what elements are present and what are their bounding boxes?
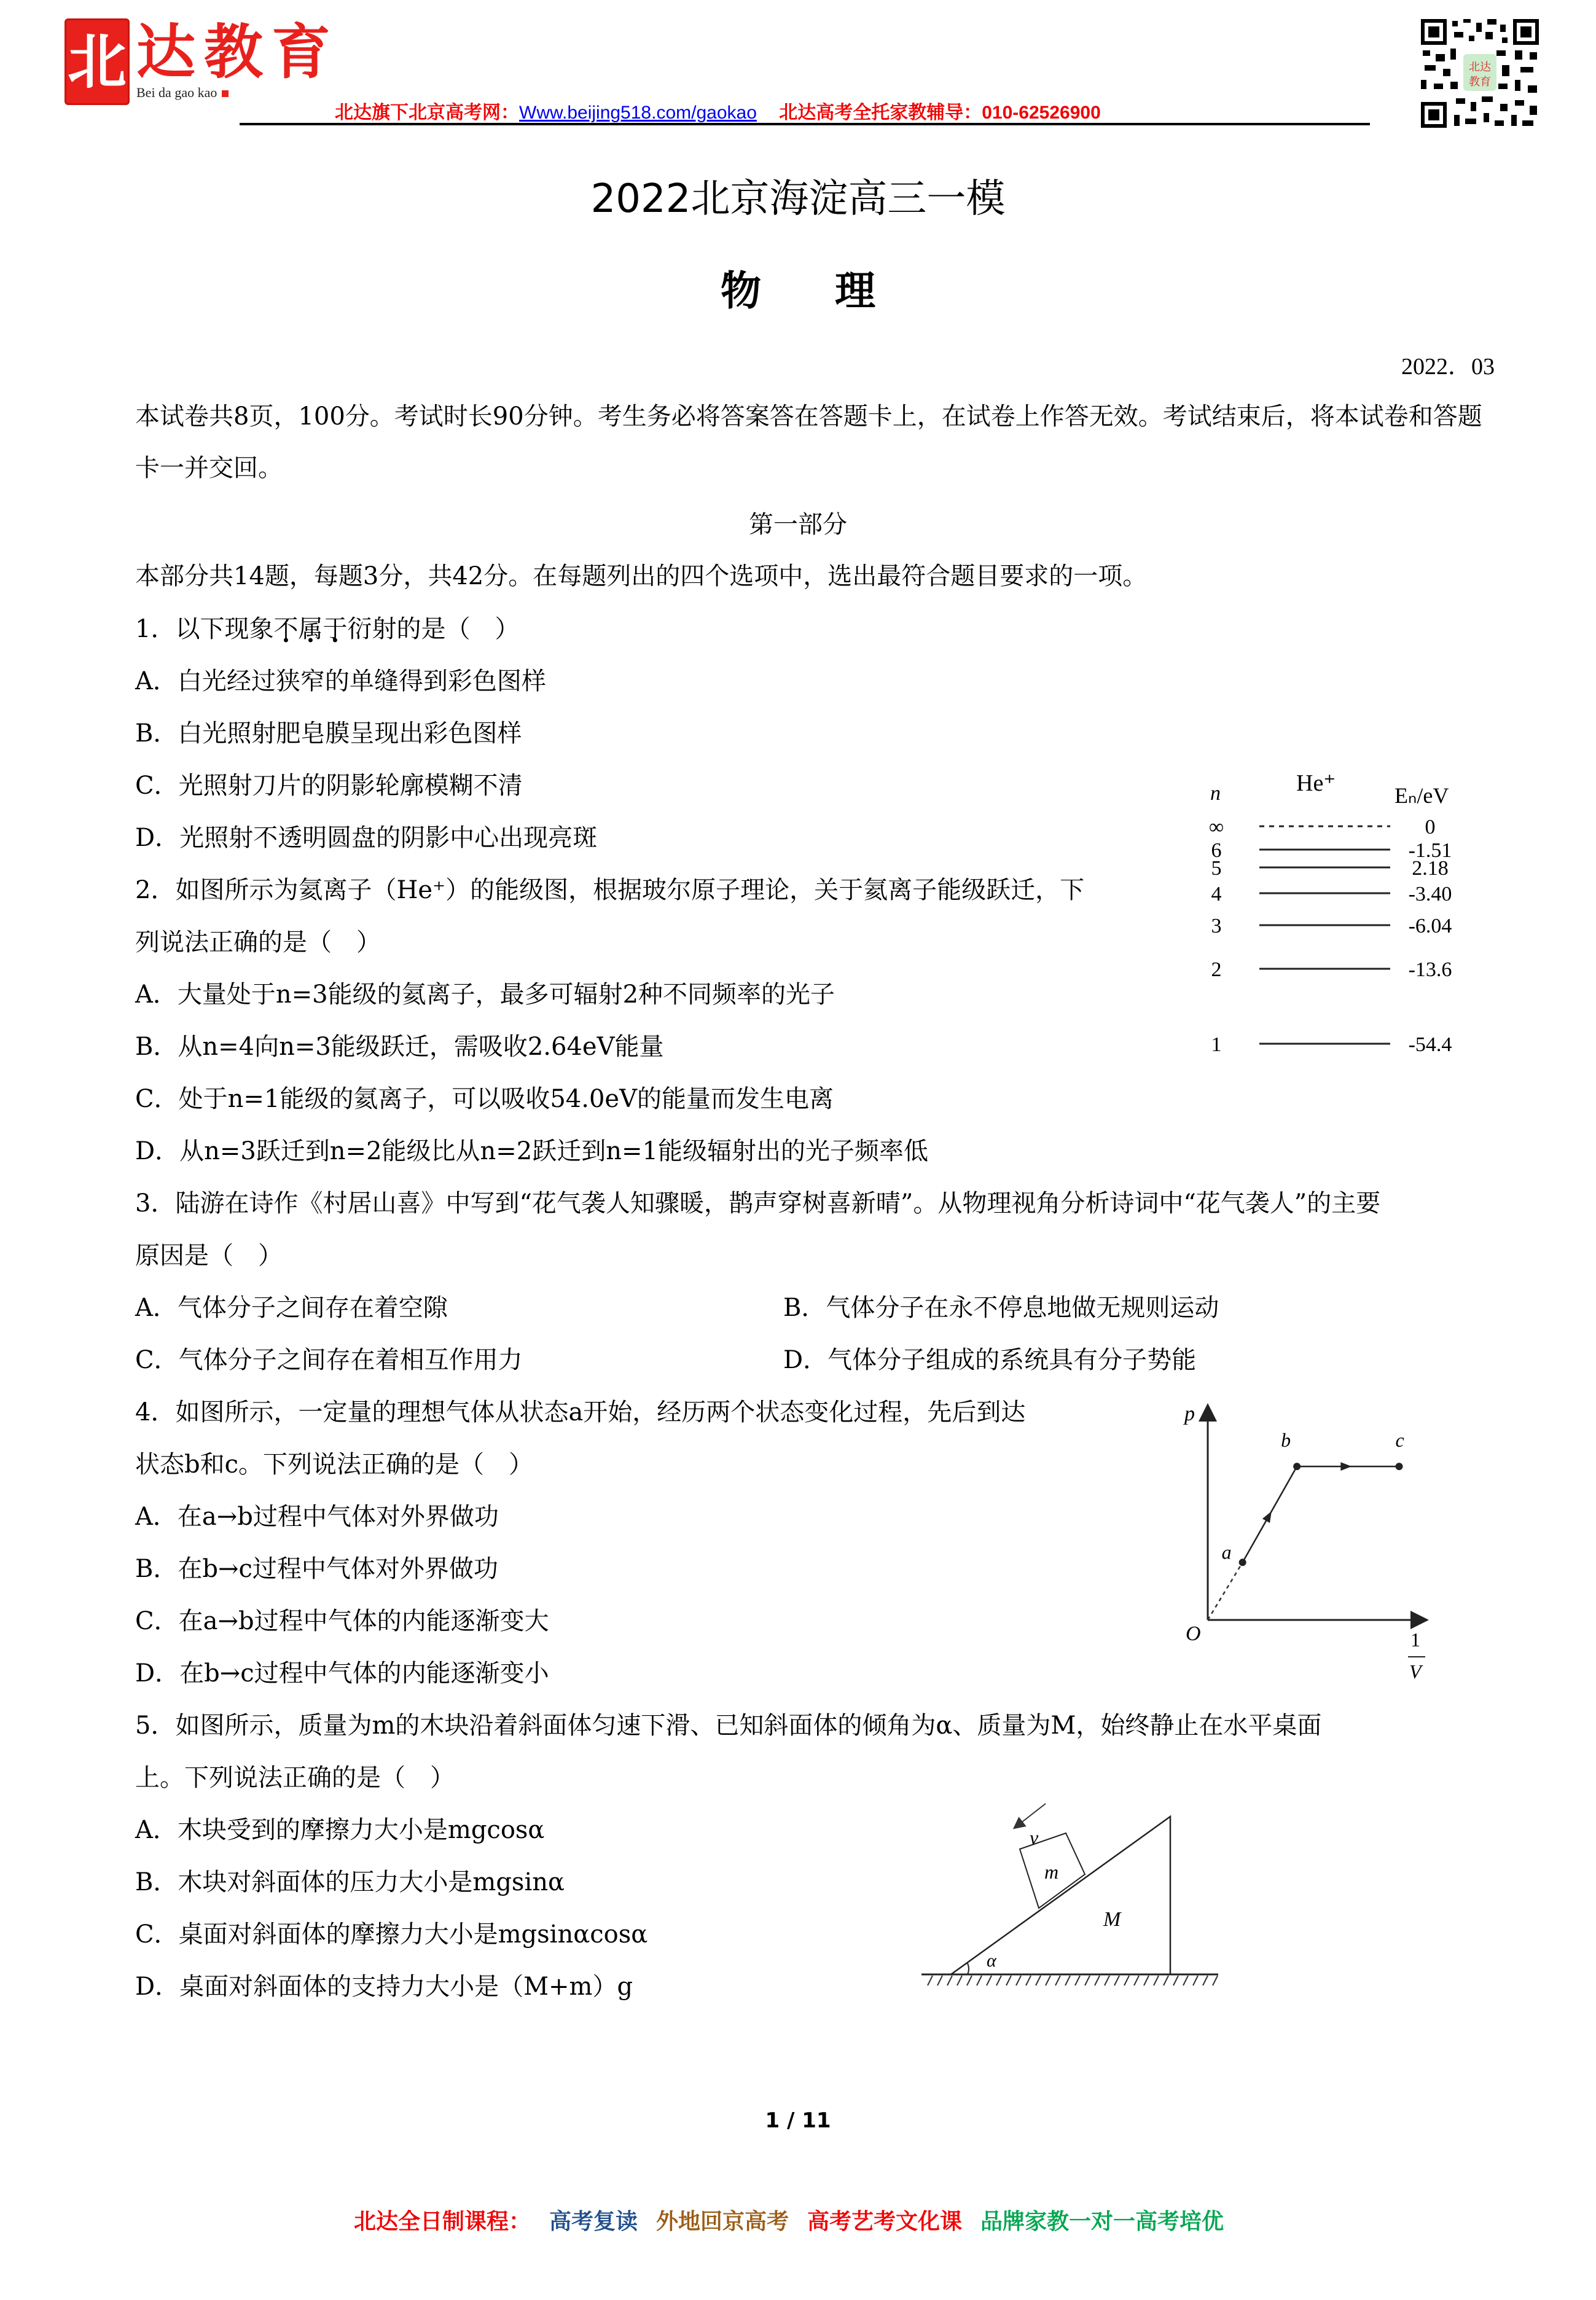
question-number: 3．: [135, 1189, 176, 1218]
exam-date: 2022．03: [1401, 354, 1495, 380]
hatch-mark: [1026, 1976, 1031, 1985]
hatch-mark: [1105, 1976, 1109, 1985]
hatch-mark: [977, 1976, 982, 1985]
state-point-b: [1293, 1463, 1301, 1470]
hatch-mark: [967, 1976, 972, 1985]
footer-ad-return[interactable]: 外地回京高考: [655, 2209, 789, 2234]
footer-ad-tutoring[interactable]: 品牌家教一对一高考培优: [980, 2209, 1224, 2234]
level-energy-value: -54.4: [1408, 1033, 1452, 1056]
level-n-label: 4: [1211, 883, 1222, 906]
incline-diagram: [909, 1794, 1308, 2003]
stem-text: 陆游在诗作《村居山喜》中写到“花气袭人知骤暖，鹊声穿树喜新晴”。从物理视角分析诗词中“花气袭人”的主要: [175, 1189, 1381, 1218]
level-energy-value: -13.6: [1408, 958, 1452, 981]
stem-text: 衍射的是（ ）: [347, 615, 520, 643]
qr-code-icon[interactable]: [1419, 17, 1541, 130]
part-title: 第一部分: [749, 510, 847, 539]
level-n-label: ∞: [1208, 816, 1224, 839]
hatch-mark: [1036, 1976, 1041, 1985]
angle-label: α: [987, 1950, 996, 1971]
question-number: 2．: [135, 876, 176, 904]
hatch-mark: [1046, 1976, 1050, 1985]
stem-text: 如图所示，质量为m的木块沿着斜面体匀速下滑、已知斜面体的倾角为α、质量为M，始终静止在水平桌面: [175, 1711, 1322, 1740]
stem-text: 以下现象: [175, 615, 274, 643]
stem-text: 如图所示为氦离子（He⁺）的能级图，根据玻尔原子理论，关于氦离子能级跃迁，下: [175, 876, 1085, 904]
logo-text: 达教育: [136, 17, 339, 87]
hatch-mark: [928, 1976, 933, 1985]
question-2-option-b[interactable]: B．从n=4向n=3能级跃迁，需吸收2.64eV能量: [135, 1033, 664, 1061]
exam-subject: 物理: [721, 267, 949, 315]
state-label-b: b: [1281, 1429, 1291, 1452]
y-axis-label: p: [1184, 1402, 1195, 1425]
level-n-label: 3: [1211, 915, 1222, 937]
question-5-option-b[interactable]: B．木块对斜面体的压力大小是mgsinα: [135, 1868, 565, 1896]
question-5-option-d[interactable]: D．桌面对斜面体的支持力大小是（M+m）g: [135, 1973, 633, 2001]
logo-square-icon: [222, 90, 229, 97]
exam-title: 2022北京海淀高三一模: [590, 176, 1006, 222]
question-3-option-d[interactable]: D．气体分子组成的系统具有分子势能: [783, 1346, 1197, 1374]
hatch-mark: [1075, 1976, 1080, 1985]
emphasized-text: 不属于: [273, 615, 348, 643]
tutor-phone: 010-62526900: [982, 103, 1101, 123]
question-5-stem-line1: [135, 1706, 1321, 1741]
incline-label: M: [1103, 1908, 1121, 1931]
question-5-option-c[interactable]: C．桌面对斜面体的摩擦力大小是mgsinαcosα: [135, 1920, 648, 1949]
level-n-label: 2: [1211, 958, 1222, 981]
hatch-mark: [987, 1976, 992, 1985]
hatch-mark: [1124, 1976, 1129, 1985]
x-axis-label-denominator: V: [1409, 1660, 1422, 1683]
question-number: 1．: [135, 615, 176, 643]
n-axis-label: n: [1210, 782, 1221, 805]
hatch-mark: [1164, 1976, 1168, 1985]
svg-text:教育: 教育: [1469, 76, 1491, 88]
header-banner: [335, 97, 1101, 124]
level-energy-value: -6.04: [1408, 915, 1452, 937]
tutor-label: 北达高考全托家教辅导：: [779, 103, 982, 123]
level-energy-value: -1.51: [1408, 839, 1452, 862]
svg-text:北达: 北达: [1469, 61, 1491, 73]
question-1-option-b[interactable]: B．白光照射肥皂膜呈现出彩色图样: [135, 719, 522, 748]
state-label-a: a: [1221, 1541, 1232, 1563]
extension-dashed-line: [1208, 1562, 1243, 1620]
state-label-c: c: [1395, 1429, 1404, 1452]
question-4-option-a[interactable]: A．在a→b过程中气体对外界做功: [135, 1503, 499, 1531]
hatch-mark: [1144, 1976, 1149, 1985]
logo-mark: 北: [65, 18, 130, 105]
hatch-mark: [1095, 1976, 1100, 1985]
hatch-mark: [1154, 1976, 1159, 1985]
question-1-option-c[interactable]: C．光照射刀片的阴影轮廓模糊不清: [135, 772, 523, 800]
header-divider: [240, 123, 1370, 125]
hatch-mark: [1134, 1976, 1139, 1985]
question-2-stem-line2: 列说法正确的是（ ）: [135, 928, 381, 956]
question-number: 5．: [135, 1711, 176, 1740]
question-5-stem-line2: 上。下列说法正确的是（ ）: [135, 1764, 455, 1792]
exam-instructions: 本试卷共8页，100分。考试时长90分钟。考生务必将答案答在答题卡上，在试卷上作答无效。考试结束后，将本试卷和答题卡一并交回。: [135, 402, 1482, 482]
footer-ads: [0, 2204, 1596, 2235]
hatch-mark: [957, 1976, 962, 1985]
state-point-a: [1239, 1559, 1246, 1566]
part-instructions: 本部分共14题，每题3分，共42分。在每题列出的四个选项中，选出最符合题目要求的一项。: [135, 562, 1148, 590]
question-4-option-d[interactable]: D．在b→c过程中气体的内能逐渐变小: [135, 1659, 549, 1688]
hatch-mark: [1183, 1976, 1188, 1985]
question-2-option-c[interactable]: C．处于n=1能级的氦离子，可以吸收54.0eV的能量而发生电离: [135, 1085, 834, 1113]
hatch-mark: [1006, 1976, 1011, 1985]
state-point-c: [1396, 1463, 1403, 1470]
question-4-stem-line2: 状态b和c。下列说法正确的是（ ）: [135, 1450, 534, 1479]
page-number: 1 / 11: [765, 2108, 831, 2133]
hatch-mark: [1213, 1976, 1218, 1985]
question-4-stem-line1: [135, 1393, 1025, 1428]
question-2-option-a[interactable]: A．大量处于n=3能级的氦离子，最多可辐射2种不同频率的光子: [135, 980, 835, 1009]
energy-level-diagram: [1192, 765, 1499, 1121]
question-4-option-c[interactable]: C．在a→b过程中气体的内能逐渐变大: [135, 1607, 549, 1635]
hatch-mark: [1085, 1976, 1090, 1985]
hatch-mark: [1065, 1976, 1070, 1985]
question-1-stem: [135, 609, 519, 644]
site-label: 北达旗下北京高考网：: [335, 103, 519, 123]
logo-subtitle-text: Bei da gao kao: [136, 85, 217, 100]
hatch-mark: [1016, 1976, 1021, 1985]
question-5-option-a[interactable]: A．木块受到的摩擦力大小是mgcosα: [135, 1816, 545, 1844]
question-1-option-d[interactable]: D．光照射不透明圆盘的阴影中心出现亮斑: [135, 824, 598, 852]
direction-arrow-ab: [1262, 1509, 1275, 1524]
pv-graph: [1167, 1382, 1474, 1702]
hatch-mark: [947, 1976, 952, 1985]
stem-text: 如图所示，一定量的理想气体从状态a开始，经历两个状态变化过程，先后到达: [175, 1398, 1026, 1426]
block-label: m: [1044, 1861, 1059, 1883]
incline-body: [951, 1817, 1170, 1974]
question-3-option-c[interactable]: C．气体分子之间存在着相互作用力: [135, 1346, 523, 1374]
ion-label: He⁺: [1296, 770, 1336, 796]
hatch-mark: [1173, 1976, 1178, 1985]
direction-arrow-bc: [1340, 1462, 1352, 1471]
x-axis-label-numerator: 1: [1410, 1629, 1420, 1651]
question-3-option-a[interactable]: A．气体分子之间存在着空隙: [135, 1294, 448, 1322]
footer-ad-repeat[interactable]: 高考复读: [549, 2209, 638, 2234]
energy-axis-label: Eₙ/eV: [1395, 783, 1449, 808]
hatch-mark: [996, 1976, 1001, 1985]
site-link[interactable]: Www.beijing518.com/gaokao: [519, 103, 757, 123]
question-1-option-a[interactable]: A．白光经过狭窄的单缝得到彩色图样: [135, 667, 546, 695]
logo-subtitle: [136, 85, 229, 101]
velocity-label: v: [1030, 1826, 1039, 1848]
question-4-option-b[interactable]: B．在b→c过程中气体对外界做功: [135, 1555, 498, 1583]
level-n-label: 1: [1211, 1033, 1222, 1056]
hatch-mark: [1193, 1976, 1198, 1985]
question-number: 4．: [135, 1398, 176, 1426]
level-energy-value: 2.18: [1412, 857, 1449, 880]
level-energy-value: -3.40: [1408, 883, 1452, 906]
question-2-option-d[interactable]: D．从n=3跃迁到n=2能级比从n=2跃迁到n=1能级辐射出的光子频率低: [135, 1137, 928, 1165]
velocity-arrow: [1015, 1804, 1046, 1828]
hatch-mark: [937, 1976, 942, 1985]
level-energy-value: 0: [1425, 816, 1436, 839]
question-3-option-b[interactable]: B．气体分子在永不停息地做无规则运动: [783, 1294, 1219, 1322]
hatch-mark: [1114, 1976, 1119, 1985]
hatch-mark: [1203, 1976, 1208, 1985]
footer-ad-art[interactable]: 高考艺考文化课: [807, 2209, 963, 2234]
level-n-label: 5: [1211, 857, 1222, 880]
hatch-mark: [1055, 1976, 1060, 1985]
origin-label: O: [1186, 1622, 1201, 1645]
level-n-label: 6: [1211, 839, 1222, 862]
question-3-stem-line2: 原因是（ ）: [135, 1242, 283, 1270]
angle-arc: [968, 1963, 969, 1974]
question-3-stem-line1: [135, 1184, 1380, 1219]
footer-ad-label: 北达全日制课程：: [353, 2209, 531, 2234]
question-2-stem-line1: [135, 870, 1084, 906]
ground-hatching: [928, 1976, 1218, 1985]
